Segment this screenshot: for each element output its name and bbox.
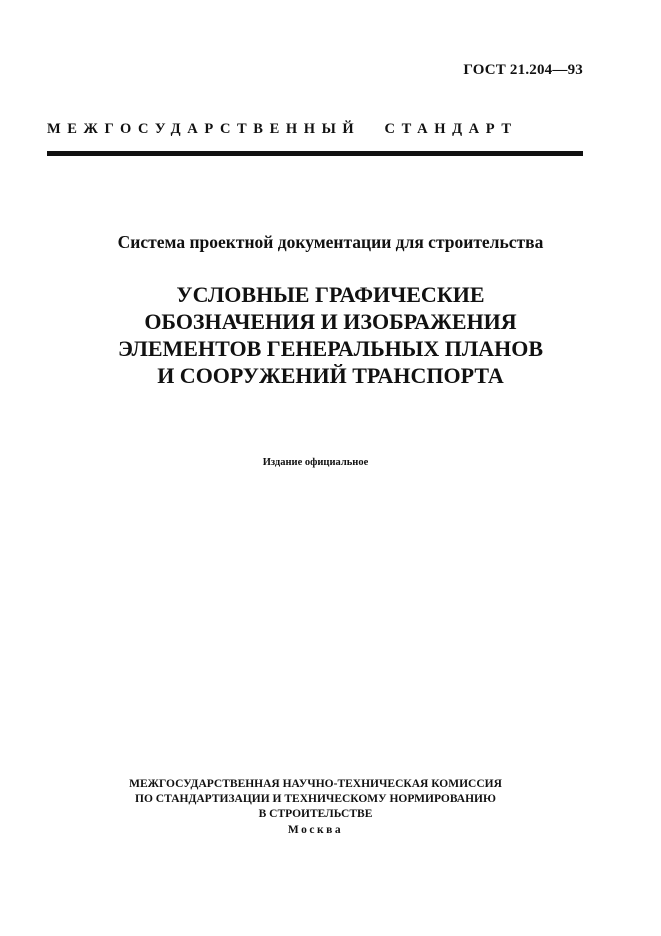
main-title-line: ЭЛЕМЕНТОВ ГЕНЕРАЛЬНЫХ ПЛАНОВ (117, 336, 544, 361)
main-title (0, 281, 661, 389)
publisher-block (0, 777, 631, 838)
publisher-city: Москва (287, 824, 344, 836)
system-title: Система проектной документации для строительства (117, 232, 544, 252)
main-title-line: ОБОЗНАЧЕНИЯ И ИЗОБРАЖЕНИЯ (144, 309, 517, 334)
document-number: ГОСТ 21.204—93 (463, 62, 583, 78)
publisher-line: В СТРОИТЕЛЬСТВЕ (258, 808, 373, 820)
publisher-line: ПО СТАНДАРТИЗАЦИИ И ТЕХНИЧЕСКОМУ НОРМИРОВАНИЮ (135, 793, 496, 805)
horizontal-rule (47, 151, 583, 156)
standard-type-heading: МЕЖГОСУДАРСТВЕННЫЙ СТАНДАРТ (47, 121, 518, 137)
main-title-line: И СООРУЖЕНИЙ ТРАНСПОРТА (157, 363, 504, 388)
main-title-line: УСЛОВНЫЕ ГРАФИЧЕСКИЕ (176, 282, 485, 307)
publisher-line: МЕЖГОСУДАРСТВЕННАЯ НАУЧНО-ТЕХНИЧЕСКАЯ КОМИССИЯ (129, 778, 502, 790)
edition-note: Издание официальное (262, 457, 369, 468)
